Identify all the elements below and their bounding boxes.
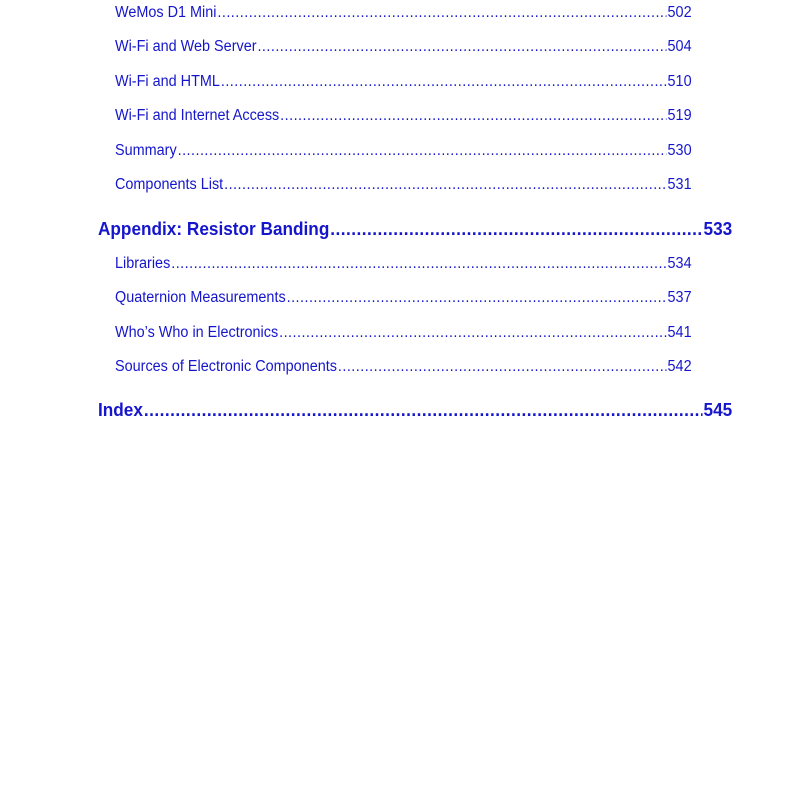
toc-chapter-index[interactable] (98, 399, 732, 421)
toc-entry-libraries[interactable] (115, 255, 692, 273)
toc-entry-title: Wi-Fi and HTML (115, 73, 220, 90)
toc-entry-wifi-web-server[interactable] (115, 38, 692, 56)
toc-entry-title: Wi-Fi and Internet Access (115, 107, 280, 124)
toc-entry-wifi-html[interactable] (115, 73, 692, 91)
dot-leader (171, 255, 666, 273)
toc-entry-page: 537 (667, 289, 692, 306)
toc-chapter-page: 545 (703, 399, 733, 420)
toc-chapter-page: 533 (703, 218, 733, 239)
toc-entry-page: 519 (667, 107, 692, 124)
toc-chapter-title: Appendix: Resistor Banding (98, 218, 330, 239)
toc-entry-sources-electronic-components[interactable] (115, 358, 692, 376)
toc-entry-title: Sources of Electronic Components (115, 358, 337, 375)
toc-entry-title: Quaternion Measurements (115, 289, 286, 306)
toc-entry-title: Wi-Fi and Web Server (115, 38, 257, 55)
toc-entry-page: 502 (667, 4, 692, 21)
dot-leader (287, 289, 667, 307)
toc-entry-page: 530 (667, 142, 692, 159)
toc-entry-whos-who-electronics[interactable] (115, 324, 692, 342)
dot-leader (144, 399, 703, 421)
dot-leader (221, 73, 667, 91)
toc-chapter-title: Index (98, 399, 143, 420)
toc-entry-wifi-internet-access[interactable] (115, 107, 692, 125)
toc-entry-title: Who’s Who in Electronics (115, 324, 279, 341)
toc-entry-summary[interactable] (115, 142, 692, 160)
toc-entry-page: 542 (667, 358, 692, 375)
toc-entry-page: 534 (667, 255, 692, 272)
dot-leader (280, 107, 666, 125)
dot-leader (178, 142, 667, 160)
toc-entry-page: 531 (667, 176, 692, 193)
dot-leader (338, 358, 667, 376)
toc-chapter-appendix-resistor-banding[interactable] (98, 218, 732, 240)
dot-leader (217, 4, 666, 22)
toc-entry-title: Libraries (115, 255, 171, 272)
toc-entry-components-list[interactable] (115, 176, 692, 194)
toc-entry-quaternion-measurements[interactable] (115, 289, 692, 307)
dot-leader (330, 218, 702, 240)
dot-leader (279, 324, 667, 342)
toc-entry-wemos-d1-mini[interactable] (115, 4, 692, 22)
toc-entry-title: WeMos D1 Mini (115, 4, 217, 21)
toc-entry-page: 510 (667, 73, 692, 90)
toc-entry-page: 504 (667, 38, 692, 55)
toc-entry-page: 541 (667, 324, 692, 341)
dot-leader (257, 38, 666, 56)
dot-leader (224, 176, 667, 194)
toc-entry-title: Components List (115, 176, 224, 193)
toc-entry-title: Summary (115, 142, 177, 159)
